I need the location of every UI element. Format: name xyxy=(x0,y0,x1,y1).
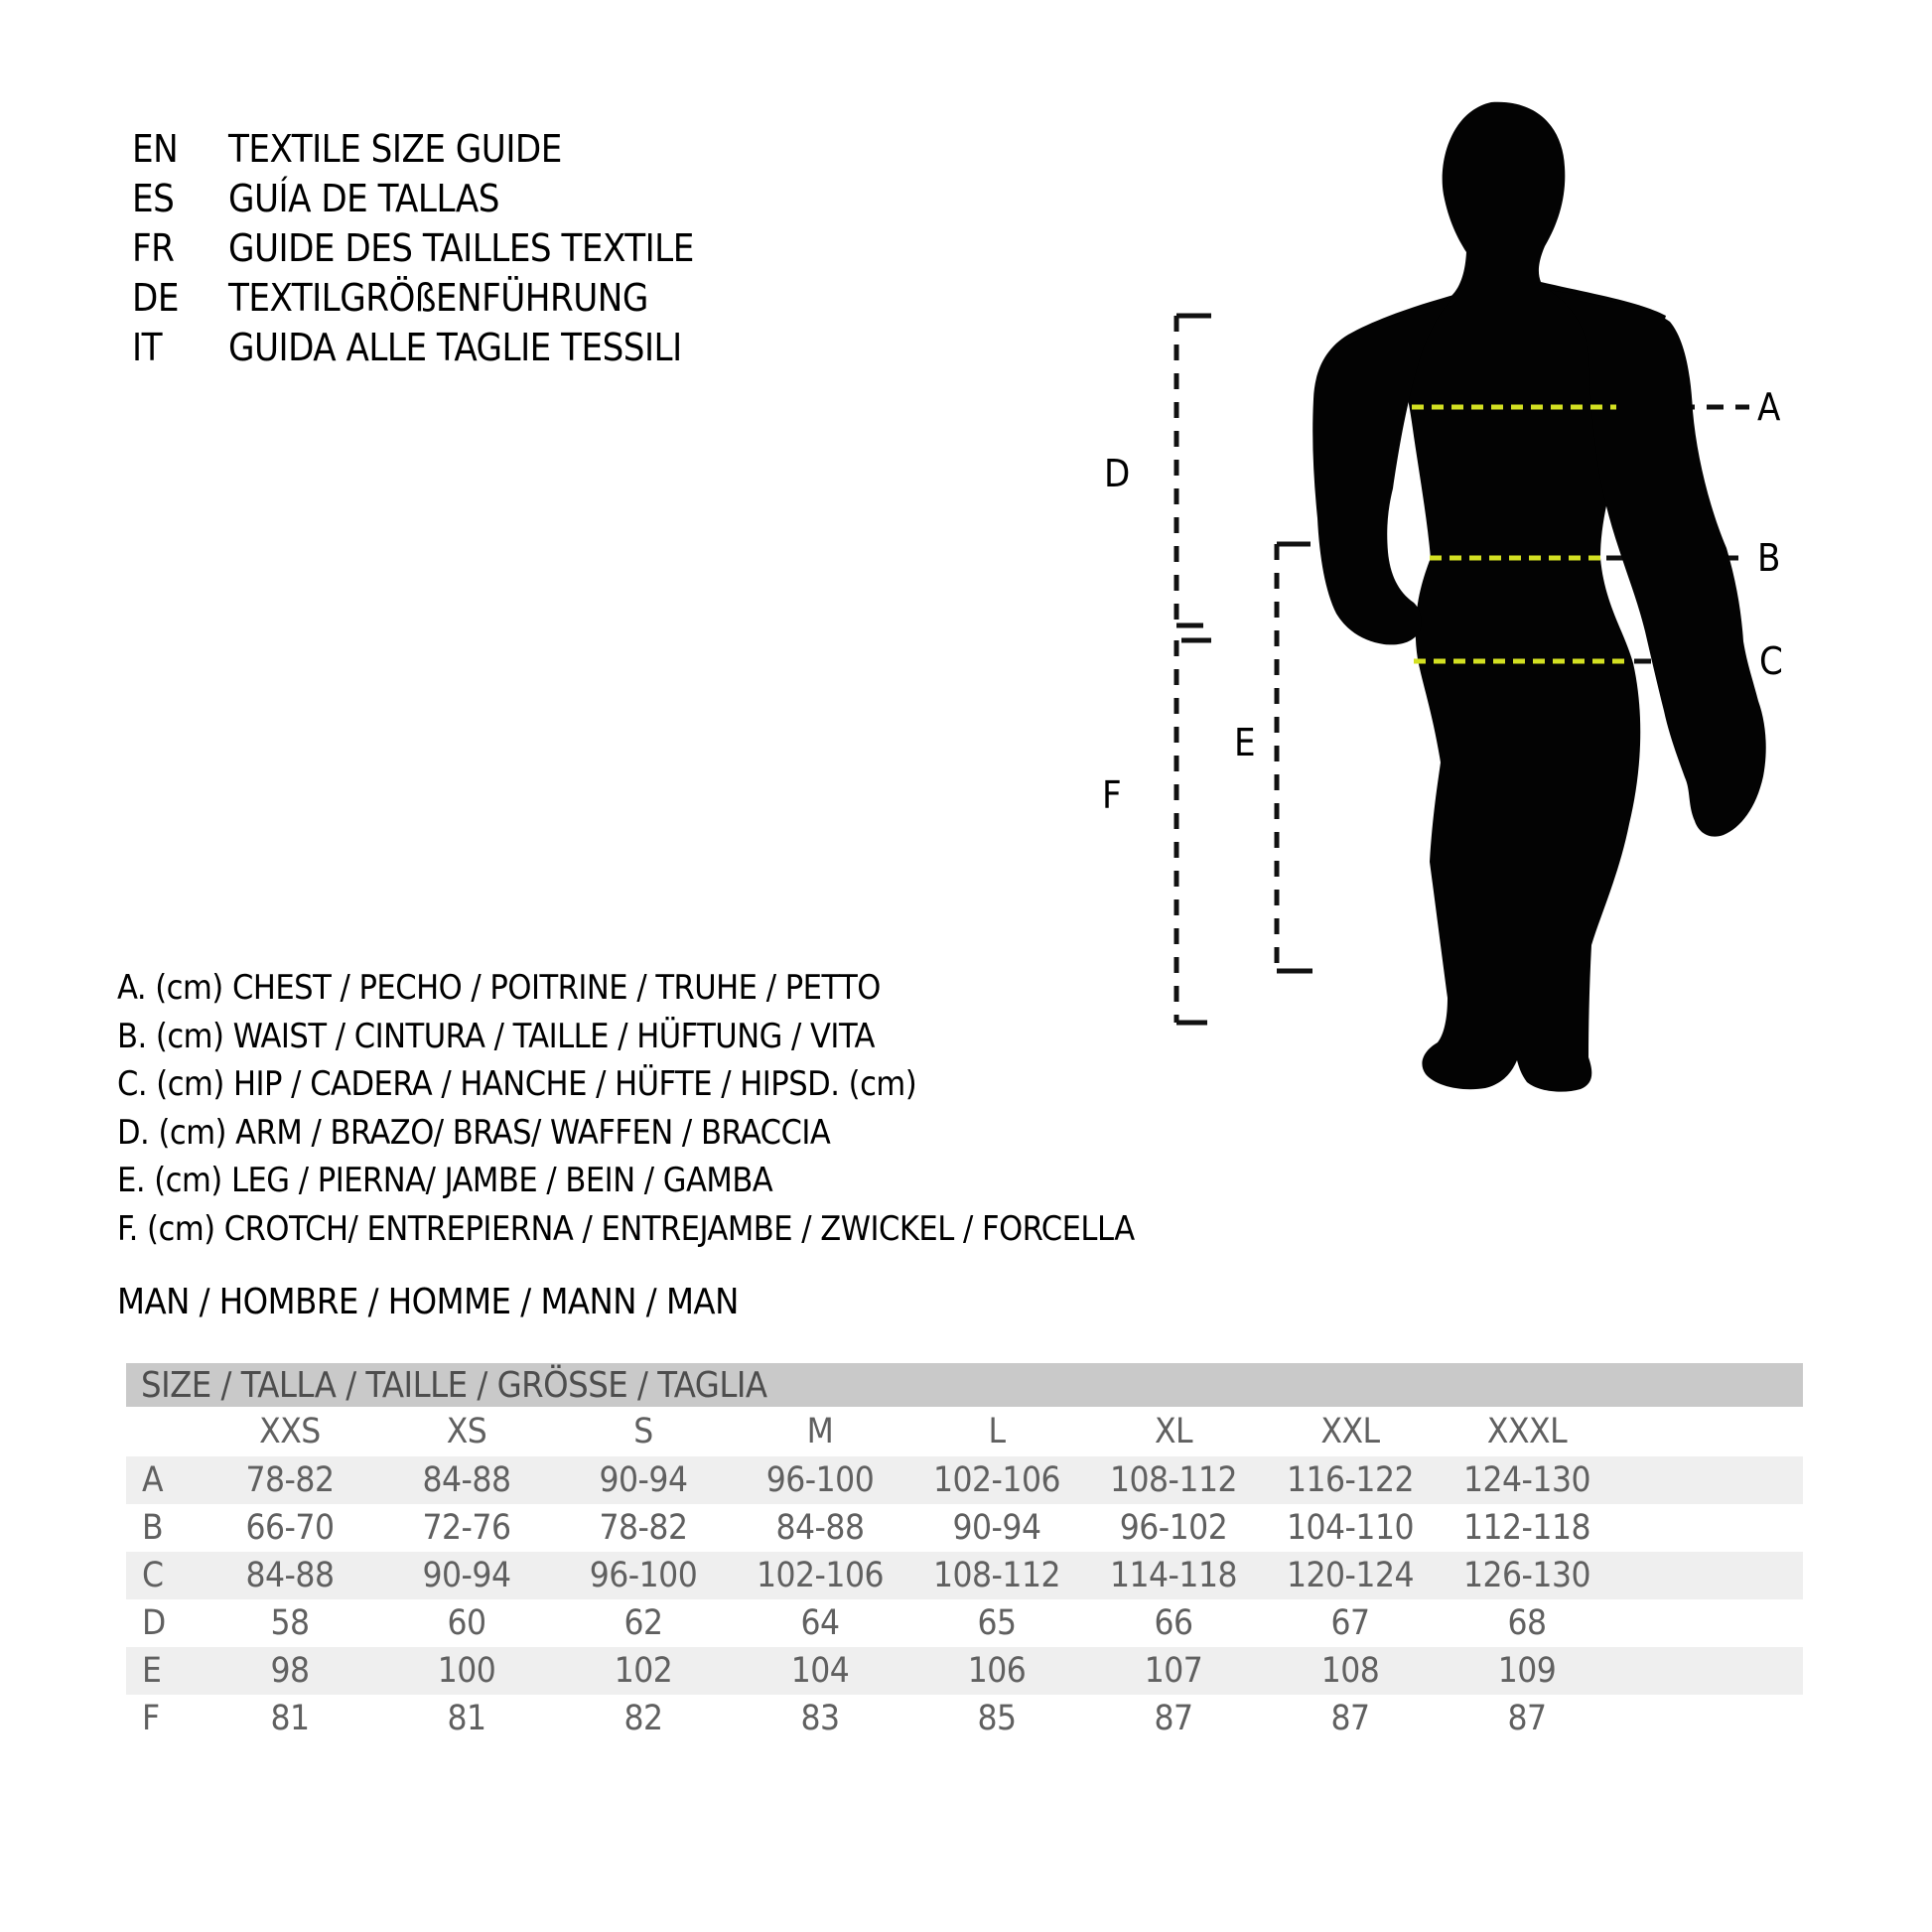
cell-value: 72-76 xyxy=(422,1508,511,1548)
size-header-l: L xyxy=(988,1412,1006,1451)
size-header-xxl: XXL xyxy=(1320,1412,1380,1451)
table-row-arm xyxy=(126,1599,1803,1647)
size-table xyxy=(126,1363,1803,1742)
legend-line-crotch: F. (cm) CROTCH/ ENTREPIERNA / ENTREJAMBE / ZWICKEL / FORCELLA xyxy=(117,1208,1135,1249)
lang-code-es: ES xyxy=(132,177,175,220)
figure-label-crotch: F xyxy=(1102,773,1122,817)
cell-value: 112-118 xyxy=(1462,1508,1591,1548)
row-label: F xyxy=(142,1699,160,1738)
man-silhouette xyxy=(1312,102,1766,1092)
cell-value: 98 xyxy=(270,1651,310,1691)
size-header-row xyxy=(126,1407,1803,1456)
cell-value: 120-124 xyxy=(1286,1556,1415,1595)
cell-value: 116-122 xyxy=(1286,1460,1415,1500)
table-row-chest xyxy=(126,1456,1803,1504)
cell-value: 85 xyxy=(977,1699,1017,1738)
cell-value: 67 xyxy=(1330,1603,1370,1643)
size-header-m: M xyxy=(806,1412,834,1451)
cell-value: 82 xyxy=(623,1699,663,1738)
lang-title-it: GUIDA ALLE TAGLIE TESSILI xyxy=(228,326,682,369)
cell-value: 90-94 xyxy=(599,1460,688,1500)
lang-code-de: DE xyxy=(132,276,179,320)
table-row-crotch xyxy=(126,1695,1803,1742)
size-header-xxs: XXS xyxy=(259,1412,321,1451)
cell-value: 87 xyxy=(1330,1699,1370,1738)
cell-value: 81 xyxy=(270,1699,310,1738)
cell-value: 90-94 xyxy=(422,1556,511,1595)
legend-line-waist: B. (cm) WAIST / CINTURA / TAILLE / HÜFTUNG / VITA xyxy=(117,1016,875,1056)
body-torso-head-legs xyxy=(1385,102,1666,1092)
cell-value: 96-100 xyxy=(765,1460,875,1500)
row-label: C xyxy=(142,1556,164,1595)
cell-value: 108-112 xyxy=(1109,1460,1238,1500)
cell-value: 66-70 xyxy=(245,1508,335,1548)
cell-value: 106 xyxy=(967,1651,1027,1691)
table-row-waist xyxy=(126,1504,1803,1552)
cell-value: 108-112 xyxy=(932,1556,1061,1595)
row-label: A xyxy=(142,1460,164,1500)
cell-value: 107 xyxy=(1144,1651,1203,1691)
figure-label-arm: D xyxy=(1104,452,1130,495)
cell-value: 62 xyxy=(623,1603,663,1643)
figure-label-hip: C xyxy=(1759,639,1783,683)
cell-value: 84-88 xyxy=(245,1556,335,1595)
cell-value: 124-130 xyxy=(1462,1460,1591,1500)
cell-value: 87 xyxy=(1154,1699,1193,1738)
cell-value: 96-102 xyxy=(1119,1508,1228,1548)
cell-value: 96-100 xyxy=(589,1556,698,1595)
lang-title-en: TEXTILE SIZE GUIDE xyxy=(228,127,562,171)
lang-title-fr: GUIDE DES TAILLES TEXTILE xyxy=(228,226,694,270)
lang-title-de: TEXTILGRÖßENFÜHRUNG xyxy=(228,276,648,320)
cell-value: 102-106 xyxy=(756,1556,885,1595)
cell-value: 68 xyxy=(1507,1603,1547,1643)
lang-code-fr: FR xyxy=(132,226,175,270)
row-label: B xyxy=(142,1508,164,1548)
size-header-s: S xyxy=(633,1412,653,1451)
size-header-xs: XS xyxy=(446,1412,487,1451)
cell-value: 84-88 xyxy=(775,1508,865,1548)
size-header-xl: XL xyxy=(1154,1412,1193,1451)
cell-value: 90-94 xyxy=(952,1508,1041,1548)
legend-line-leg: E. (cm) LEG / PIERNA/ JAMBE / BEIN / GAMBA xyxy=(117,1161,773,1200)
cell-value: 83 xyxy=(800,1699,840,1738)
table-row-hip xyxy=(126,1552,1803,1599)
cell-value: 65 xyxy=(977,1603,1017,1643)
cell-value: 84-88 xyxy=(422,1460,511,1500)
row-label: E xyxy=(142,1651,162,1691)
cell-value: 126-130 xyxy=(1462,1556,1591,1595)
cell-value: 81 xyxy=(447,1699,486,1738)
cell-value: 102-106 xyxy=(932,1460,1061,1500)
row-label: D xyxy=(142,1603,166,1643)
legend-line-chest: A. (cm) CHEST / PECHO / POITRINE / TRUHE / PETTO xyxy=(117,968,881,1008)
category-line: MAN / HOMBRE / HOMME / MANN / MAN xyxy=(117,1282,739,1322)
cell-value: 66 xyxy=(1154,1603,1193,1643)
cell-value: 109 xyxy=(1497,1651,1557,1691)
cell-value: 102 xyxy=(614,1651,673,1691)
figure-label-waist: B xyxy=(1757,536,1780,580)
figure-label-leg: E xyxy=(1234,721,1256,764)
cell-value: 78-82 xyxy=(245,1460,335,1500)
size-header-xxxl: XXXL xyxy=(1486,1412,1568,1451)
cell-value: 100 xyxy=(437,1651,496,1691)
cell-value: 78-82 xyxy=(599,1508,688,1548)
cell-value: 58 xyxy=(270,1603,310,1643)
legend-line-arm: D. (cm) ARM / BRAZO/ BRAS/ WAFFEN / BRACCIA xyxy=(117,1112,831,1153)
table-row-leg xyxy=(126,1647,1803,1695)
lang-title-es: GUÍA DE TALLAS xyxy=(228,177,499,220)
cell-value: 64 xyxy=(800,1603,840,1643)
figure-label-chest: A xyxy=(1757,385,1780,429)
cell-value: 114-118 xyxy=(1109,1556,1238,1595)
measurement-legend xyxy=(117,964,1135,1253)
legend-line-hip: C. (cm) HIP / CADERA / HANCHE / HÜFTE / HIPSD. (cm) xyxy=(117,1064,917,1104)
cell-value: 104-110 xyxy=(1286,1508,1415,1548)
cell-value: 60 xyxy=(447,1603,486,1643)
cell-value: 104 xyxy=(790,1651,850,1691)
lang-code-it: IT xyxy=(132,326,162,369)
cell-value: 87 xyxy=(1507,1699,1547,1738)
size-table-title-bar: SIZE / TALLA / TAILLE / GRÖSSE / TAGLIA xyxy=(126,1363,1803,1407)
lang-code-en: EN xyxy=(132,127,179,171)
cell-value: 108 xyxy=(1320,1651,1380,1691)
